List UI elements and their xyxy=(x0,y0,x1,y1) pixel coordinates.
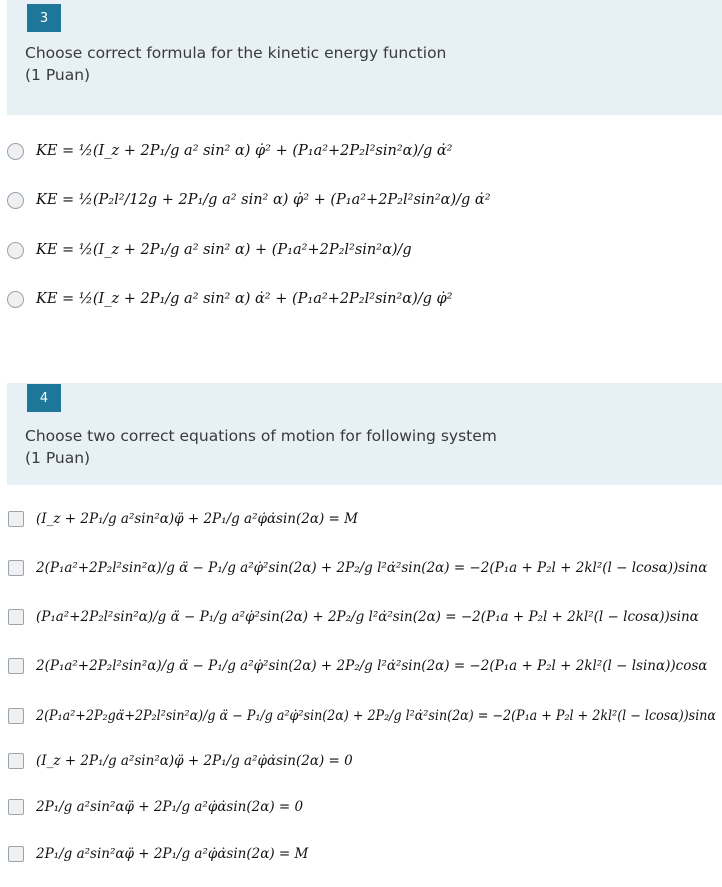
question-4-points: (1 Puan) xyxy=(25,449,91,467)
option-equation: 2(P₁a²+2P₂l²sin²α)/g α̈ − P₁/g a²φ̇²sin(2α) + 2P₂/g l²α̇²sin(2α) = −2(P₁a + P₂l + 2kl²(l − lcosα))sinα xyxy=(36,560,708,576)
q4-option-8[interactable] xyxy=(8,840,308,868)
option-equation: 2(P₁a²+2P₂gα̈+2P₂l²sin²α)/g α̈ − P₁/g a²φ̇²sin(2α) + 2P₂/g l²α̇²sin(2α) = −2(P₁a + P₂l + 2kl²(l − lcosα))sinα xyxy=(36,708,716,724)
question-3-points: (1 Puan) xyxy=(25,66,91,84)
option-equation: 2(P₁a²+2P₂l²sin²α)/g α̈ − P₁/g a²φ̇²sin(2α) + 2P₂/g l²α̇²sin(2α) = −2(P₁a + P₂l + 2kl²(l − lsinα))cosα xyxy=(36,658,708,674)
checkbox[interactable] xyxy=(8,753,24,769)
radio-button[interactable] xyxy=(7,242,24,259)
q4-option-3[interactable] xyxy=(8,603,699,631)
option-equation: (P₁a²+2P₂l²sin²α)/g α̈ − P₁/g a²φ̇²sin(2α) + 2P₂/g l²α̇²sin(2α) = −2(P₁a + P₂l + 2kl²(l − lcosα))sinα xyxy=(36,609,699,625)
q4-option-6[interactable] xyxy=(8,747,353,775)
q3-option-4[interactable] xyxy=(7,285,453,313)
q4-option-7[interactable] xyxy=(8,793,303,821)
option-equation: 2P₁/g a²sin²αφ̈ + 2P₁/g a²φ̇α̇sin(2α) = M xyxy=(36,846,309,862)
option-formula: KE = ½(I_z + 2P₁/g a² sin² α) + (P₁a²+2P₂l²sin²α)/g xyxy=(36,242,412,258)
checkbox[interactable] xyxy=(8,799,24,815)
question-title xyxy=(25,425,497,469)
q3-option-3[interactable] xyxy=(7,236,412,264)
checkbox[interactable] xyxy=(8,708,24,724)
q4-option-4[interactable] xyxy=(8,652,707,680)
checkbox[interactable] xyxy=(8,658,24,674)
question-title xyxy=(25,42,446,86)
option-formula: KE = ½(I_z + 2P₁/g a² sin² α) φ̇² + (P₁a²+2P₂l²sin²α)/g α̇² xyxy=(36,143,453,159)
question-3-text: Choose correct formula for the kinetic energy function xyxy=(25,44,447,62)
radio-button[interactable] xyxy=(7,291,24,308)
question-number-badge: 4 xyxy=(27,384,61,412)
radio-button[interactable] xyxy=(7,143,24,160)
checkbox[interactable] xyxy=(8,511,24,527)
question-4-header xyxy=(7,383,722,485)
option-formula: KE = ½(P₂l²/12g + 2P₁/g a² sin² α) φ̇² + (P₁a²+2P₂l²sin²α)/g α̇² xyxy=(36,192,491,208)
option-equation: (I_z + 2P₁/g a²sin²α)φ̈ + 2P₁/g a²φ̇α̇sin(2α) = M xyxy=(36,511,358,527)
q4-option-1[interactable] xyxy=(8,505,358,533)
option-equation: 2P₁/g a²sin²αφ̈ + 2P₁/g a²φ̇α̇sin(2α) = 0 xyxy=(36,799,304,815)
question-3-header xyxy=(7,0,722,115)
option-equation: (I_z + 2P₁/g a²sin²α)φ̈ + 2P₁/g a²φ̇α̇sin(2α) = 0 xyxy=(36,753,353,769)
q4-option-5[interactable] xyxy=(8,702,722,730)
question-4-text: Choose two correct equations of motion for following system xyxy=(25,427,497,445)
q3-option-2[interactable] xyxy=(7,186,491,214)
radio-button[interactable] xyxy=(7,192,24,209)
checkbox[interactable] xyxy=(8,846,24,862)
option-formula: KE = ½(I_z + 2P₁/g a² sin² α) α̇² + (P₁a²+2P₂l²sin²α)/g φ̇² xyxy=(36,291,453,307)
question-number-badge: 3 xyxy=(27,4,61,32)
checkbox[interactable] xyxy=(8,560,24,576)
q3-option-1[interactable] xyxy=(7,137,453,165)
q4-option-2[interactable] xyxy=(8,554,707,582)
checkbox[interactable] xyxy=(8,609,24,625)
